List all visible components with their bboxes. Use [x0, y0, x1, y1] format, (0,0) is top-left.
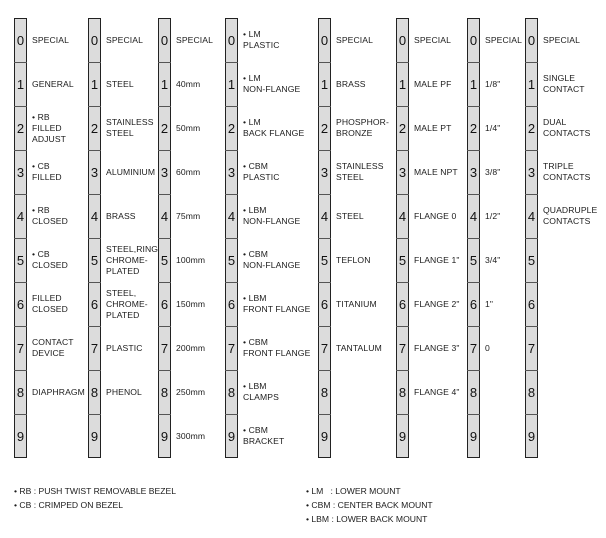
- option-label: 3/4": [485, 254, 501, 265]
- option-label: • CB FILLED: [32, 161, 62, 182]
- option-label: • CBM NON-FLANGE: [243, 249, 301, 270]
- option-label: • LBM FRONT FLANGE: [243, 293, 311, 314]
- row-divider: [318, 238, 331, 239]
- digit-cell: 7: [398, 340, 407, 356]
- row-divider: [525, 282, 538, 283]
- option-label: BRASS: [106, 210, 136, 221]
- row-divider: [14, 238, 27, 239]
- option-label: 1/4": [485, 122, 501, 133]
- digit-cell: 5: [90, 252, 99, 268]
- digit-cell: 8: [160, 384, 169, 400]
- row-divider: [467, 370, 480, 371]
- row-divider: [467, 62, 480, 63]
- digit-cell: 0: [469, 32, 478, 48]
- digit-cell: 3: [227, 164, 236, 180]
- row-divider: [88, 194, 101, 195]
- digit-cell: 4: [527, 208, 536, 224]
- digit-cell: 6: [16, 296, 25, 312]
- row-divider: [467, 106, 480, 107]
- option-label: SPECIAL: [176, 34, 214, 45]
- digit-cell: 1: [527, 76, 536, 92]
- option-label: ALUMINIUM: [106, 166, 156, 177]
- option-label: GENERAL: [32, 78, 74, 89]
- row-divider: [158, 194, 171, 195]
- digit-cell: 4: [90, 208, 99, 224]
- row-divider: [396, 238, 409, 239]
- digit-cell: 5: [469, 252, 478, 268]
- digit-cell: 6: [398, 296, 407, 312]
- digit-cell: 3: [320, 164, 329, 180]
- option-label: • RB FILLED ADJUST: [32, 111, 67, 144]
- option-label: SPECIAL: [414, 34, 452, 45]
- digit-cell: 3: [398, 164, 407, 180]
- option-label: • LBM CLAMPS: [243, 381, 279, 402]
- option-label: 40mm: [176, 78, 201, 89]
- row-divider: [318, 62, 331, 63]
- digit-cell: 1: [469, 76, 478, 92]
- option-label: [106, 414, 160, 458]
- row-divider: [396, 62, 409, 63]
- row-divider: [14, 106, 27, 107]
- row-divider: [158, 326, 171, 327]
- digit-cell: 6: [320, 296, 329, 312]
- option-label: STEEL, CHROME- PLATED: [106, 287, 148, 320]
- digit-cell: 4: [160, 208, 169, 224]
- digit-cell: 8: [320, 384, 329, 400]
- row-divider: [14, 150, 27, 151]
- row-divider: [158, 414, 171, 415]
- digit-cell: 3: [90, 164, 99, 180]
- option-label: 0: [485, 342, 490, 353]
- option-label: MALE PT: [414, 122, 452, 133]
- digit-cell: 2: [398, 120, 407, 136]
- option-label: TITANIUM: [336, 298, 377, 309]
- row-divider: [14, 326, 27, 327]
- row-divider: [318, 282, 331, 283]
- digit-cell: 0: [398, 32, 407, 48]
- option-label: STEEL: [106, 78, 134, 89]
- digit-cell: 1: [320, 76, 329, 92]
- option-label: 3/8": [485, 166, 501, 177]
- option-label: [543, 238, 605, 282]
- digit-cell: 9: [90, 428, 99, 444]
- option-label: [485, 414, 521, 458]
- option-label: [336, 414, 400, 458]
- digit-cell: 0: [527, 32, 536, 48]
- digit-cell: 9: [527, 428, 536, 444]
- option-label: 60mm: [176, 166, 201, 177]
- option-label: [32, 414, 80, 458]
- digit-cell: 2: [16, 120, 25, 136]
- row-divider: [225, 326, 238, 327]
- option-label: [336, 370, 400, 414]
- row-divider: [396, 414, 409, 415]
- digit-cell: 2: [320, 120, 329, 136]
- digit-cell: 9: [160, 428, 169, 444]
- digit-cell: 8: [90, 384, 99, 400]
- row-divider: [14, 62, 27, 63]
- option-label: TRIPLE CONTACTS: [543, 161, 591, 182]
- digit-cell: 2: [90, 120, 99, 136]
- digit-cell: 1: [90, 76, 99, 92]
- option-label: 200mm: [176, 342, 206, 353]
- option-label: 1/8": [485, 78, 501, 89]
- digit-cell: 2: [227, 120, 236, 136]
- row-divider: [525, 370, 538, 371]
- option-label: CONTACT DEVICE: [32, 337, 74, 358]
- digit-cell: 2: [469, 120, 478, 136]
- digit-cell: 4: [320, 208, 329, 224]
- option-label: • CBM FRONT FLANGE: [243, 337, 311, 358]
- digit-cell: 4: [227, 208, 236, 224]
- digit-cell: 7: [16, 340, 25, 356]
- option-label: BRASS: [336, 78, 366, 89]
- row-divider: [467, 282, 480, 283]
- row-divider: [396, 370, 409, 371]
- digit-cell: 2: [160, 120, 169, 136]
- digit-cell: 3: [469, 164, 478, 180]
- row-divider: [14, 282, 27, 283]
- digit-cell: 6: [160, 296, 169, 312]
- option-label: 300mm: [176, 430, 206, 441]
- option-label: PLASTIC: [106, 342, 143, 353]
- digit-cell: 5: [320, 252, 329, 268]
- digit-cell: 8: [227, 384, 236, 400]
- digit-cell: 9: [398, 428, 407, 444]
- row-divider: [525, 62, 538, 63]
- option-label: 1": [485, 298, 494, 309]
- option-label: [543, 414, 605, 458]
- option-label: SPECIAL: [485, 34, 523, 45]
- row-divider: [14, 414, 27, 415]
- digit-cell: 0: [16, 32, 25, 48]
- digit-cell: 9: [469, 428, 478, 444]
- option-label: SPECIAL: [32, 34, 70, 45]
- option-label: [543, 370, 605, 414]
- legend-lm: • LM : LOWER MOUNT: [306, 486, 401, 496]
- option-label: 50mm: [176, 122, 201, 133]
- digit-cell: 5: [398, 252, 407, 268]
- option-label: SINGLE CONTACT: [543, 73, 585, 94]
- option-label: DUAL CONTACTS: [543, 117, 591, 138]
- digit-cell: 9: [227, 428, 236, 444]
- digit-cell: 8: [527, 384, 536, 400]
- row-divider: [88, 282, 101, 283]
- option-label: STEEL: [336, 210, 364, 221]
- row-divider: [318, 326, 331, 327]
- digit-cell: 0: [160, 32, 169, 48]
- row-divider: [88, 370, 101, 371]
- legend-lbm: • LBM : LOWER BACK MOUNT: [306, 514, 428, 524]
- option-label: PHENOL: [106, 386, 142, 397]
- legend-cbm: • CBM : CENTER BACK MOUNT: [306, 500, 433, 510]
- option-label: [414, 414, 470, 458]
- digit-cell: 5: [527, 252, 536, 268]
- digit-cell: 1: [160, 76, 169, 92]
- option-label: FLANGE 3": [414, 342, 460, 353]
- digit-cell: 5: [160, 252, 169, 268]
- option-label: STEEL,RING CHROME- PLATED: [106, 243, 159, 276]
- option-label: DIAPHRAGM: [32, 386, 85, 397]
- row-divider: [88, 62, 101, 63]
- option-label: SPECIAL: [336, 34, 374, 45]
- row-divider: [225, 370, 238, 371]
- row-divider: [396, 194, 409, 195]
- row-divider: [318, 194, 331, 195]
- row-divider: [225, 194, 238, 195]
- row-divider: [14, 370, 27, 371]
- row-divider: [318, 414, 331, 415]
- digit-cell: 4: [16, 208, 25, 224]
- row-divider: [525, 106, 538, 107]
- row-divider: [225, 106, 238, 107]
- digit-cell: 4: [469, 208, 478, 224]
- digit-cell: 3: [527, 164, 536, 180]
- digit-cell: 5: [16, 252, 25, 268]
- digit-cell: 6: [527, 296, 536, 312]
- option-label: • CBM PLASTIC: [243, 161, 280, 182]
- digit-cell: 8: [469, 384, 478, 400]
- row-divider: [225, 62, 238, 63]
- row-divider: [396, 326, 409, 327]
- row-divider: [467, 194, 480, 195]
- digit-cell: 0: [227, 32, 236, 48]
- row-divider: [525, 414, 538, 415]
- option-label: TEFLON: [336, 254, 371, 265]
- digit-cell: 9: [320, 428, 329, 444]
- option-label: PHOSPHOR- BRONZE: [336, 117, 389, 138]
- option-label: FLANGE 1": [414, 254, 460, 265]
- option-label: TANTALUM: [336, 342, 382, 353]
- row-divider: [467, 150, 480, 151]
- option-label: • LM PLASTIC: [243, 29, 280, 50]
- option-label: FLANGE 4": [414, 386, 460, 397]
- row-divider: [396, 106, 409, 107]
- option-label: • LM NON-FLANGE: [243, 73, 301, 94]
- option-label: • CBM BRACKET: [243, 425, 285, 446]
- digit-cell: 7: [469, 340, 478, 356]
- option-label: • RB CLOSED: [32, 205, 68, 226]
- digit-cell: 8: [398, 384, 407, 400]
- row-divider: [88, 238, 101, 239]
- row-divider: [88, 106, 101, 107]
- option-label: STAINLESS STEEL: [336, 161, 384, 182]
- option-label: SPECIAL: [543, 34, 581, 45]
- option-label: 1/2": [485, 210, 501, 221]
- row-divider: [467, 326, 480, 327]
- row-divider: [158, 370, 171, 371]
- option-label: [543, 326, 605, 370]
- option-label: QUADRUPLE CONTACTS: [543, 205, 598, 226]
- digit-cell: 8: [16, 384, 25, 400]
- row-divider: [158, 106, 171, 107]
- option-label: • CB CLOSED: [32, 249, 68, 270]
- digit-cell: 0: [90, 32, 99, 48]
- option-label: 250mm: [176, 386, 206, 397]
- row-divider: [318, 106, 331, 107]
- row-divider: [158, 282, 171, 283]
- digit-cell: 1: [398, 76, 407, 92]
- digit-cell: 9: [16, 428, 25, 444]
- option-label: 75mm: [176, 210, 201, 221]
- row-divider: [88, 326, 101, 327]
- row-divider: [525, 150, 538, 151]
- legend-cb: • CB : CRIMPED ON BEZEL: [14, 500, 124, 510]
- legend-rb: • RB : PUSH TWIST REMOVABLE BEZEL: [14, 486, 177, 496]
- digit-cell: 6: [90, 296, 99, 312]
- row-divider: [225, 414, 238, 415]
- option-label: [543, 282, 605, 326]
- option-label: SPECIAL: [106, 34, 144, 45]
- digit-cell: 0: [320, 32, 329, 48]
- digit-cell: 6: [469, 296, 478, 312]
- row-divider: [88, 414, 101, 415]
- digit-cell: 3: [160, 164, 169, 180]
- digit-cell: 1: [16, 76, 25, 92]
- row-divider: [467, 414, 480, 415]
- digit-cell: 6: [227, 296, 236, 312]
- option-label: [485, 370, 521, 414]
- row-divider: [158, 238, 171, 239]
- row-divider: [158, 62, 171, 63]
- digit-cell: 1: [227, 76, 236, 92]
- row-divider: [88, 150, 101, 151]
- option-label: 150mm: [176, 298, 206, 309]
- option-label: FILLED CLOSED: [32, 293, 68, 314]
- option-label: MALE PF: [414, 78, 452, 89]
- option-label: FLANGE 0: [414, 210, 457, 221]
- digit-cell: 7: [90, 340, 99, 356]
- row-divider: [225, 150, 238, 151]
- digit-cell: 7: [160, 340, 169, 356]
- digit-cell: 5: [227, 252, 236, 268]
- option-label: • LM BACK FLANGE: [243, 117, 305, 138]
- option-label: • LBM NON-FLANGE: [243, 205, 301, 226]
- digit-cell: 7: [527, 340, 536, 356]
- row-divider: [396, 150, 409, 151]
- row-divider: [318, 150, 331, 151]
- row-divider: [225, 238, 238, 239]
- option-label: MALE NPT: [414, 166, 458, 177]
- row-divider: [225, 282, 238, 283]
- row-divider: [158, 150, 171, 151]
- digit-cell: 4: [398, 208, 407, 224]
- row-divider: [525, 194, 538, 195]
- digit-cell: 7: [227, 340, 236, 356]
- digit-cell: 7: [320, 340, 329, 356]
- option-label: 100mm: [176, 254, 206, 265]
- row-divider: [525, 326, 538, 327]
- row-divider: [396, 282, 409, 283]
- row-divider: [14, 194, 27, 195]
- option-label: FLANGE 2": [414, 298, 460, 309]
- digit-cell: 3: [16, 164, 25, 180]
- option-label: STAINLESS STEEL: [106, 117, 154, 138]
- row-divider: [318, 370, 331, 371]
- row-divider: [467, 238, 480, 239]
- row-divider: [525, 238, 538, 239]
- digit-cell: 2: [527, 120, 536, 136]
